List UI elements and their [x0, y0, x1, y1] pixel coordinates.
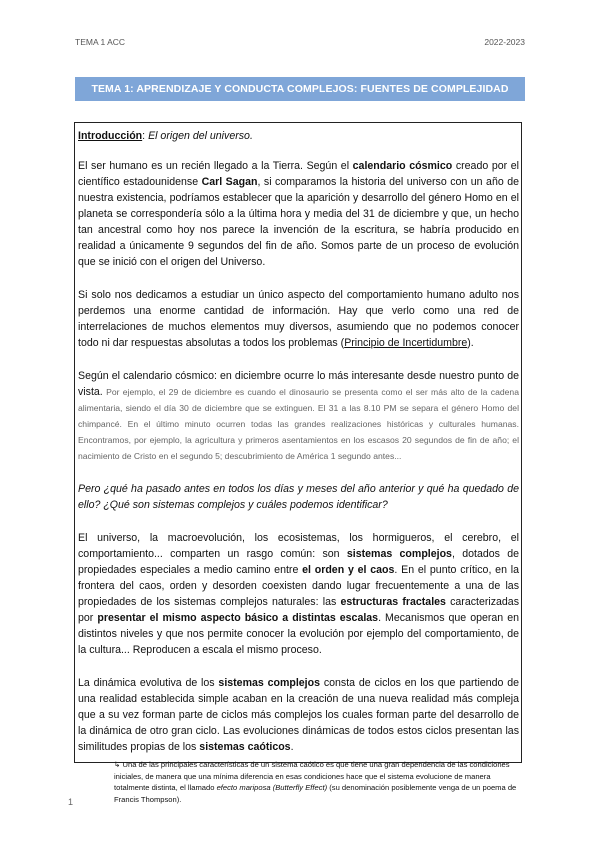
page-header [75, 37, 525, 51]
paragraph-diciembre: Según el calendario cósmico: en diciembre ocurre lo más interesante desde nuestro punto de vista. Por ejemplo, el 29 de diciembre es cuando el dinosaurio se presenta como el ser más alto de la cadena alimentaria, siendo el día 30 de diciembre que se extinguen. El 31 a las 8.10 PM se separa el género Homo del chimpancé. En el último minuto ocurren todas las grandes realizaciones históricas y culturales humanas. Encontramos, por ejemplo, la agricultura y primeros asentamientos en los escasos 20 segundos de fin de año; el nacimiento de Cristo en el segundo 5; descubrimiento de América 1 segundo antes... [78, 370, 519, 461]
chapter-title-banner [75, 77, 525, 101]
header-year: 2022-2023 [484, 37, 525, 47]
page-number: 1 [68, 797, 74, 807]
footnote-caos: ↳ Una de las principales características de un sistema caótico es que tiene una gran dependencia de las condiciones iniciales, de manera que una mínima diferencia en esas condiciones hace que el sistema evolucione de manera totalmente distinta, el llamado efecto mariposa (Butterfly Effect) (su denominación posiblemente venga de un poema de Francis Thompson). [114, 760, 517, 804]
arrow-icon: ↳ [114, 760, 121, 769]
content-box [74, 122, 522, 804]
paragraph-incertidumbre: Si solo nos dedicamos a estudiar un único aspecto del comportamiento humano adulto nos perdemos una enorme cantidad de información. Hay que verlo como una red de interrelaciones de muchos elementos muy diversos, asumiendo que no podemos conocer todo ni dar respuestas absolutas a todos los problemas (Principio de Incertidumbre). [78, 289, 519, 349]
intro-subtitle: El origen del universo. [148, 130, 253, 142]
paragraph-sistemas-complejos: El universo, la macroevolución, los ecosistemas, los hormigueros, el cerebro, el comportamiento... comparten un rasgo común: son sistemas complejos, dotados de propiedades especiales a medio camino entre el orden y el caos. En el punto crítico, en la frontera del caos, orden y desorden coexisten dando lugar frecuentemente a una de las propiedades de los sistemas complejos naturales: las estructuras fractales caracterizadas por presentar el mismo aspecto básico a distintas escalas. Mecanismos que operan en distintos niveles y que nos permite conocer la evolución por ejemplo del comportamiento, de la cultura... Reproducen a escala el mismo proceso. [78, 532, 520, 656]
chapter-title: TEMA 1: APRENDIZAJE Y CONDUCTA COMPLEJOS: FUENTES DE COMPLEJIDAD [91, 83, 509, 95]
paragraph-calendario: El ser humano es un recién llegado a la Tierra. Según el calendario cósmico creado por el científico estadounidense Carl Sagan, si comparamos la historia del universo con un año de nuestra existencia, podríamos establecer que la aparición y desarrollo del género Homo en el planeta se correspondería sólo a la última hora y media del 31 de diciembre y que, un hecho tan ancestral como hoy nos parece la invención de la escritura, se habría producido en realidad a únicamente 9 segundos del fin de año. Somos parte de un proceso de evolución que se inició con el origen del Universo. [78, 160, 519, 268]
intro-heading: Introducción: El origen del universo. [78, 130, 253, 142]
paragraph-question: Pero ¿qué ha pasado antes en todos los días y meses del año anterior y qué ha quedado de ello? ¿Qué son sistemas complejos y cuáles podemos identificar? [78, 483, 519, 511]
intro-label: Introducción [78, 130, 143, 142]
header-course: TEMA 1 ACC [75, 37, 126, 47]
paragraph-dinamica: La dinámica evolutiva de los sistemas complejos consta de ciclos en los que partiendo de una realidad establecida simple acaban en la creación de una nueva realidad más compleja que a su vez forman parte de ciclos más complejos los cuales forman parte del desarrollo de la dinámica de otro gran ciclo. Las evoluciones dinámicas de todos estos ciclos presentan las similitudes propias de los sistemas caóticos. [78, 677, 519, 753]
